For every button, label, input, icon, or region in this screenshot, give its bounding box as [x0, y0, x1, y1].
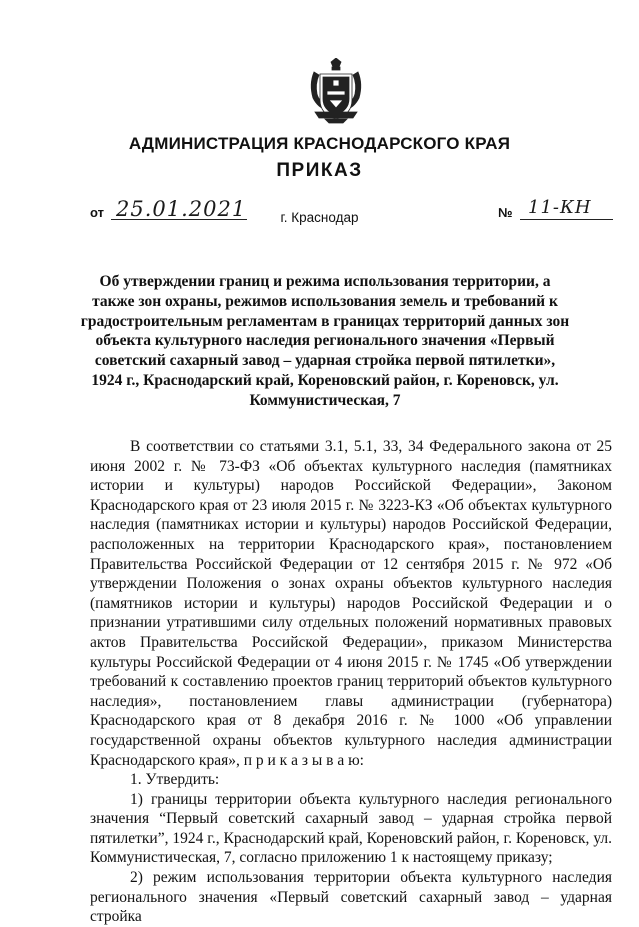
item-1-paragraph: 1. Утвердить: — [130, 771, 220, 789]
handwritten-number: 11-КН — [528, 197, 592, 218]
document-type: ПРИКАЗ — [276, 160, 363, 181]
city-name: г. Краснодар — [280, 210, 359, 225]
item-1-2-paragraph: 2) режим использования территории объекта культурного наследия регионального значения «Первый советский сахарный завод – ударная стройка — [90, 869, 612, 926]
item-1-1-paragraph: 1) границы территории объекта культурного наследия регионального значения “Первый советский сахарный завод – ударная стройка первой пятилетки”, 1924 г., Краснодарский край, Кореновский район, г. Кореновск, ул. Коммунистическая, 7, согласно приложению 1 к настоящему приказу; — [90, 790, 612, 867]
handwritten-date: 25.01.2021 — [116, 197, 247, 221]
krasnodar-coat-of-arms-emblem — [305, 58, 367, 124]
number-label: № — [498, 205, 513, 220]
organization-title: АДМИНИСТРАЦИЯ КРАСНОДАРСКОГО КРАЯ — [128, 134, 511, 153]
order-subject: Об утверждении границ и режима использования территории, а также зон охраны, режимов использования земель и требований к градостроительным регламентам в границах территорий данных зон объекта культурного наследия регионального значения «Первый советский сахарный завод – ударная стройка первой пятилетки», 1924 г., Краснодарский край, Кореновский район, г. Кореновск, ул. Коммунистическая, 7 — [80, 273, 570, 409]
date-label: от — [90, 205, 104, 220]
preamble-paragraph: В соответствии со статьями 3.1, 5.1, 33, 34 Федерального закона от 25 июня 2002 г. № 73-ФЗ «Об объектах культурного наследия (памятниках истории и культуры) народов Российской Федерации», Законом Краснодарского края от 23 июля 2015 г. № 3223-КЗ «Об объектах культурного наследия (памятниках истории и культуры) народов Российской Федерации, расположенных на территории Краснодарского края», постановлением Правительства Российской Федерации от 12 сентября 2015 г. № 972 «Об утверждении Положения о зонах охраны объектов культурного наследия (памятников истории и культуры) народов Российской Федерации и о признании утратившими силу отдельных положений нормативных правовых актов Правительства Российской Федерации», приказом Министерства культуры Российской Федерации от 4 июня 2015 г. № 1745 «Об утверждении требований к составлению проектов границ территорий объектов культурного наследия», постановлением главы администрации (губернатора) Краснодарского края от 8 декабря 2016 г. № 1000 «Об управлении государственной охраны объектов культурного наследия администрации Краснодарского края», п р и к а з ы в а ю: — [90, 438, 612, 769]
order-body — [90, 437, 612, 927]
